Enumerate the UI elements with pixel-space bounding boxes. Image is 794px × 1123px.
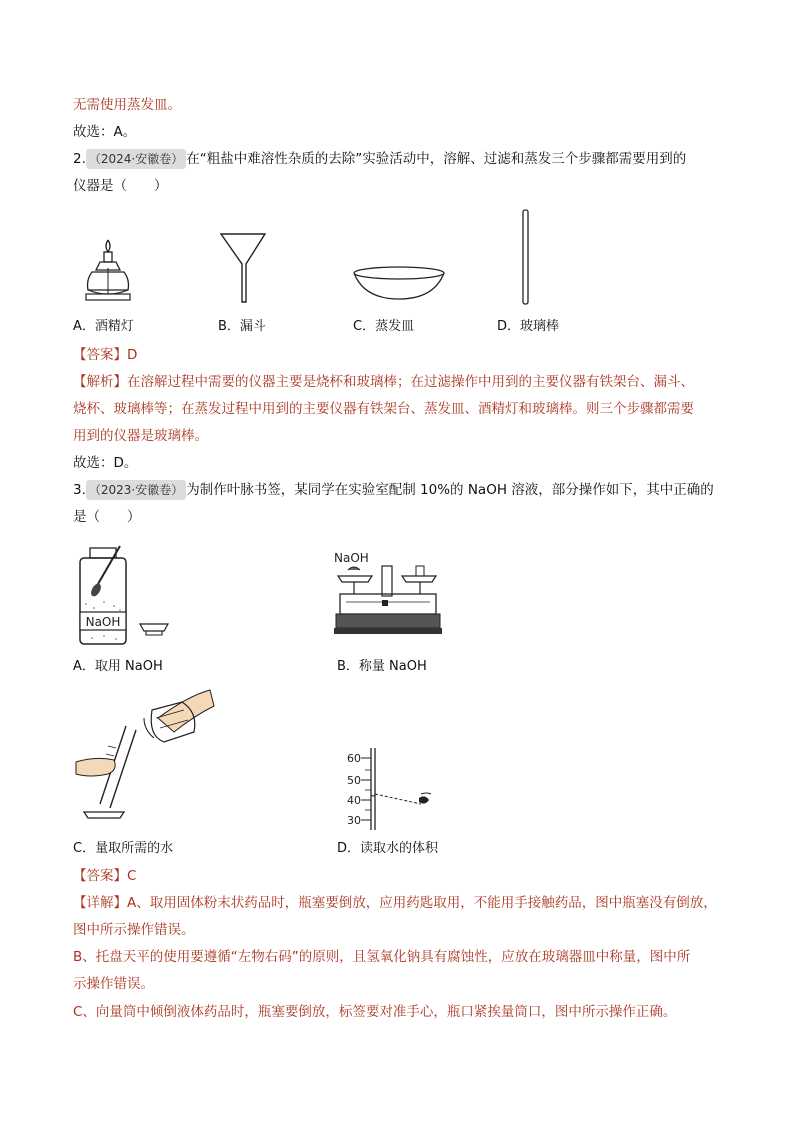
- reading-volume-figure: [343, 746, 443, 830]
- select-line: 故选：D。: [73, 455, 138, 471]
- scale-label: 40: [347, 794, 361, 807]
- analysis-label: 【解析】: [73, 374, 127, 390]
- answer-label: 【答案】: [73, 868, 127, 884]
- question-2-stem: [73, 149, 686, 169]
- detail-line: [73, 893, 717, 913]
- question-number: 3.: [73, 482, 86, 498]
- answer-line: [73, 866, 136, 886]
- option-a: A．酒精灯: [73, 319, 134, 334]
- balance-label: NaOH: [334, 551, 369, 565]
- bottle-label: NaOH: [85, 615, 121, 629]
- detail-highlight: “左物右码”: [230, 949, 299, 965]
- analysis-text: 用到的仪器是玻璃棒。: [73, 428, 208, 444]
- analysis-line: [73, 372, 694, 392]
- analysis-text: 烧杯、玻璃棒等；在蒸发过程中用到的主要仪器有铁架台、蒸发皿、酒精灯和玻璃棒。则三个步骤都需要: [73, 401, 694, 417]
- detail-text: A、取用固体粉末状药品时，瓶塞要倒放，应用药匙取用，不能用手接触药品，图中瓶塞没有倒放，: [127, 895, 717, 911]
- option-d: D．读取水的体积: [337, 841, 439, 856]
- scale-label: 50: [347, 774, 361, 787]
- question-text: 仪器是（ ）: [73, 178, 168, 194]
- detail-text: 图中所示操作错误。: [73, 922, 195, 938]
- scale-label: 60: [347, 752, 361, 765]
- source-tag: （2023·安徽卷）: [86, 480, 186, 500]
- text-line: 无需使用蒸发皿。: [73, 97, 181, 113]
- balance-figure: [332, 546, 444, 646]
- option-a: A．取用 NaOH: [73, 659, 163, 674]
- detail-text: 示操作错误。: [73, 976, 154, 992]
- option-b: B．称量 NaOH: [337, 659, 427, 674]
- answer-value: D: [127, 347, 138, 363]
- source-tag: （2024·安徽卷）: [86, 149, 186, 169]
- alcohol-lamp-figure: [76, 238, 146, 306]
- analysis-text: 在溶解过程中需要的仪器主要是烧杯和玻璃棒；在过滤操作中用到的主要仪器有铁架台、漏斗、: [127, 374, 694, 390]
- text-line: 故选：A。: [73, 124, 137, 140]
- question-3-stem: [73, 480, 714, 500]
- funnel-figure: [219, 232, 269, 304]
- option-c: C．蒸发皿: [353, 319, 415, 334]
- naoh-bottle-figure: [74, 544, 174, 648]
- option-c: C．量取所需的水: [73, 841, 174, 856]
- evaporating-dish-figure: [352, 266, 446, 304]
- detail-line: [73, 947, 690, 967]
- detail-text: C、向量筒中倾倒液体药品时，瓶塞要倒放，标签要对准手心，瓶口紧挨量筒口，图中所示操作正确。: [73, 1004, 677, 1020]
- answer-value: C: [127, 868, 137, 884]
- scale-label: 30: [347, 814, 361, 827]
- answer-line: [73, 345, 137, 365]
- answer-label: 【答案】: [73, 347, 127, 363]
- question-text: 为制作叶脉书签，某同学在实验室配制 10%的 NaOH 溶液，部分操作如下，其中正确的: [186, 482, 714, 498]
- detail-text: B、托盘天平的使用要遵循: [73, 949, 231, 965]
- detail-text: 的原则，且氢氧化钠具有腐蚀性，应放在玻璃器皿中称量，图中所: [298, 949, 691, 965]
- question-number: 2.: [73, 151, 86, 167]
- glass-rod-figure: [521, 208, 531, 306]
- detail-label: 【详解】: [73, 895, 127, 911]
- option-d: D．玻璃棒: [497, 319, 560, 334]
- option-b: B．漏斗: [218, 319, 266, 334]
- pouring-water-figure: [74, 688, 218, 828]
- question-text: 在“粗盐中难溶性杂质的去除”实验活动中，溶解、过滤和蒸发三个步骤都需要用到的: [186, 151, 687, 167]
- question-text: 是（ ）: [73, 509, 141, 525]
